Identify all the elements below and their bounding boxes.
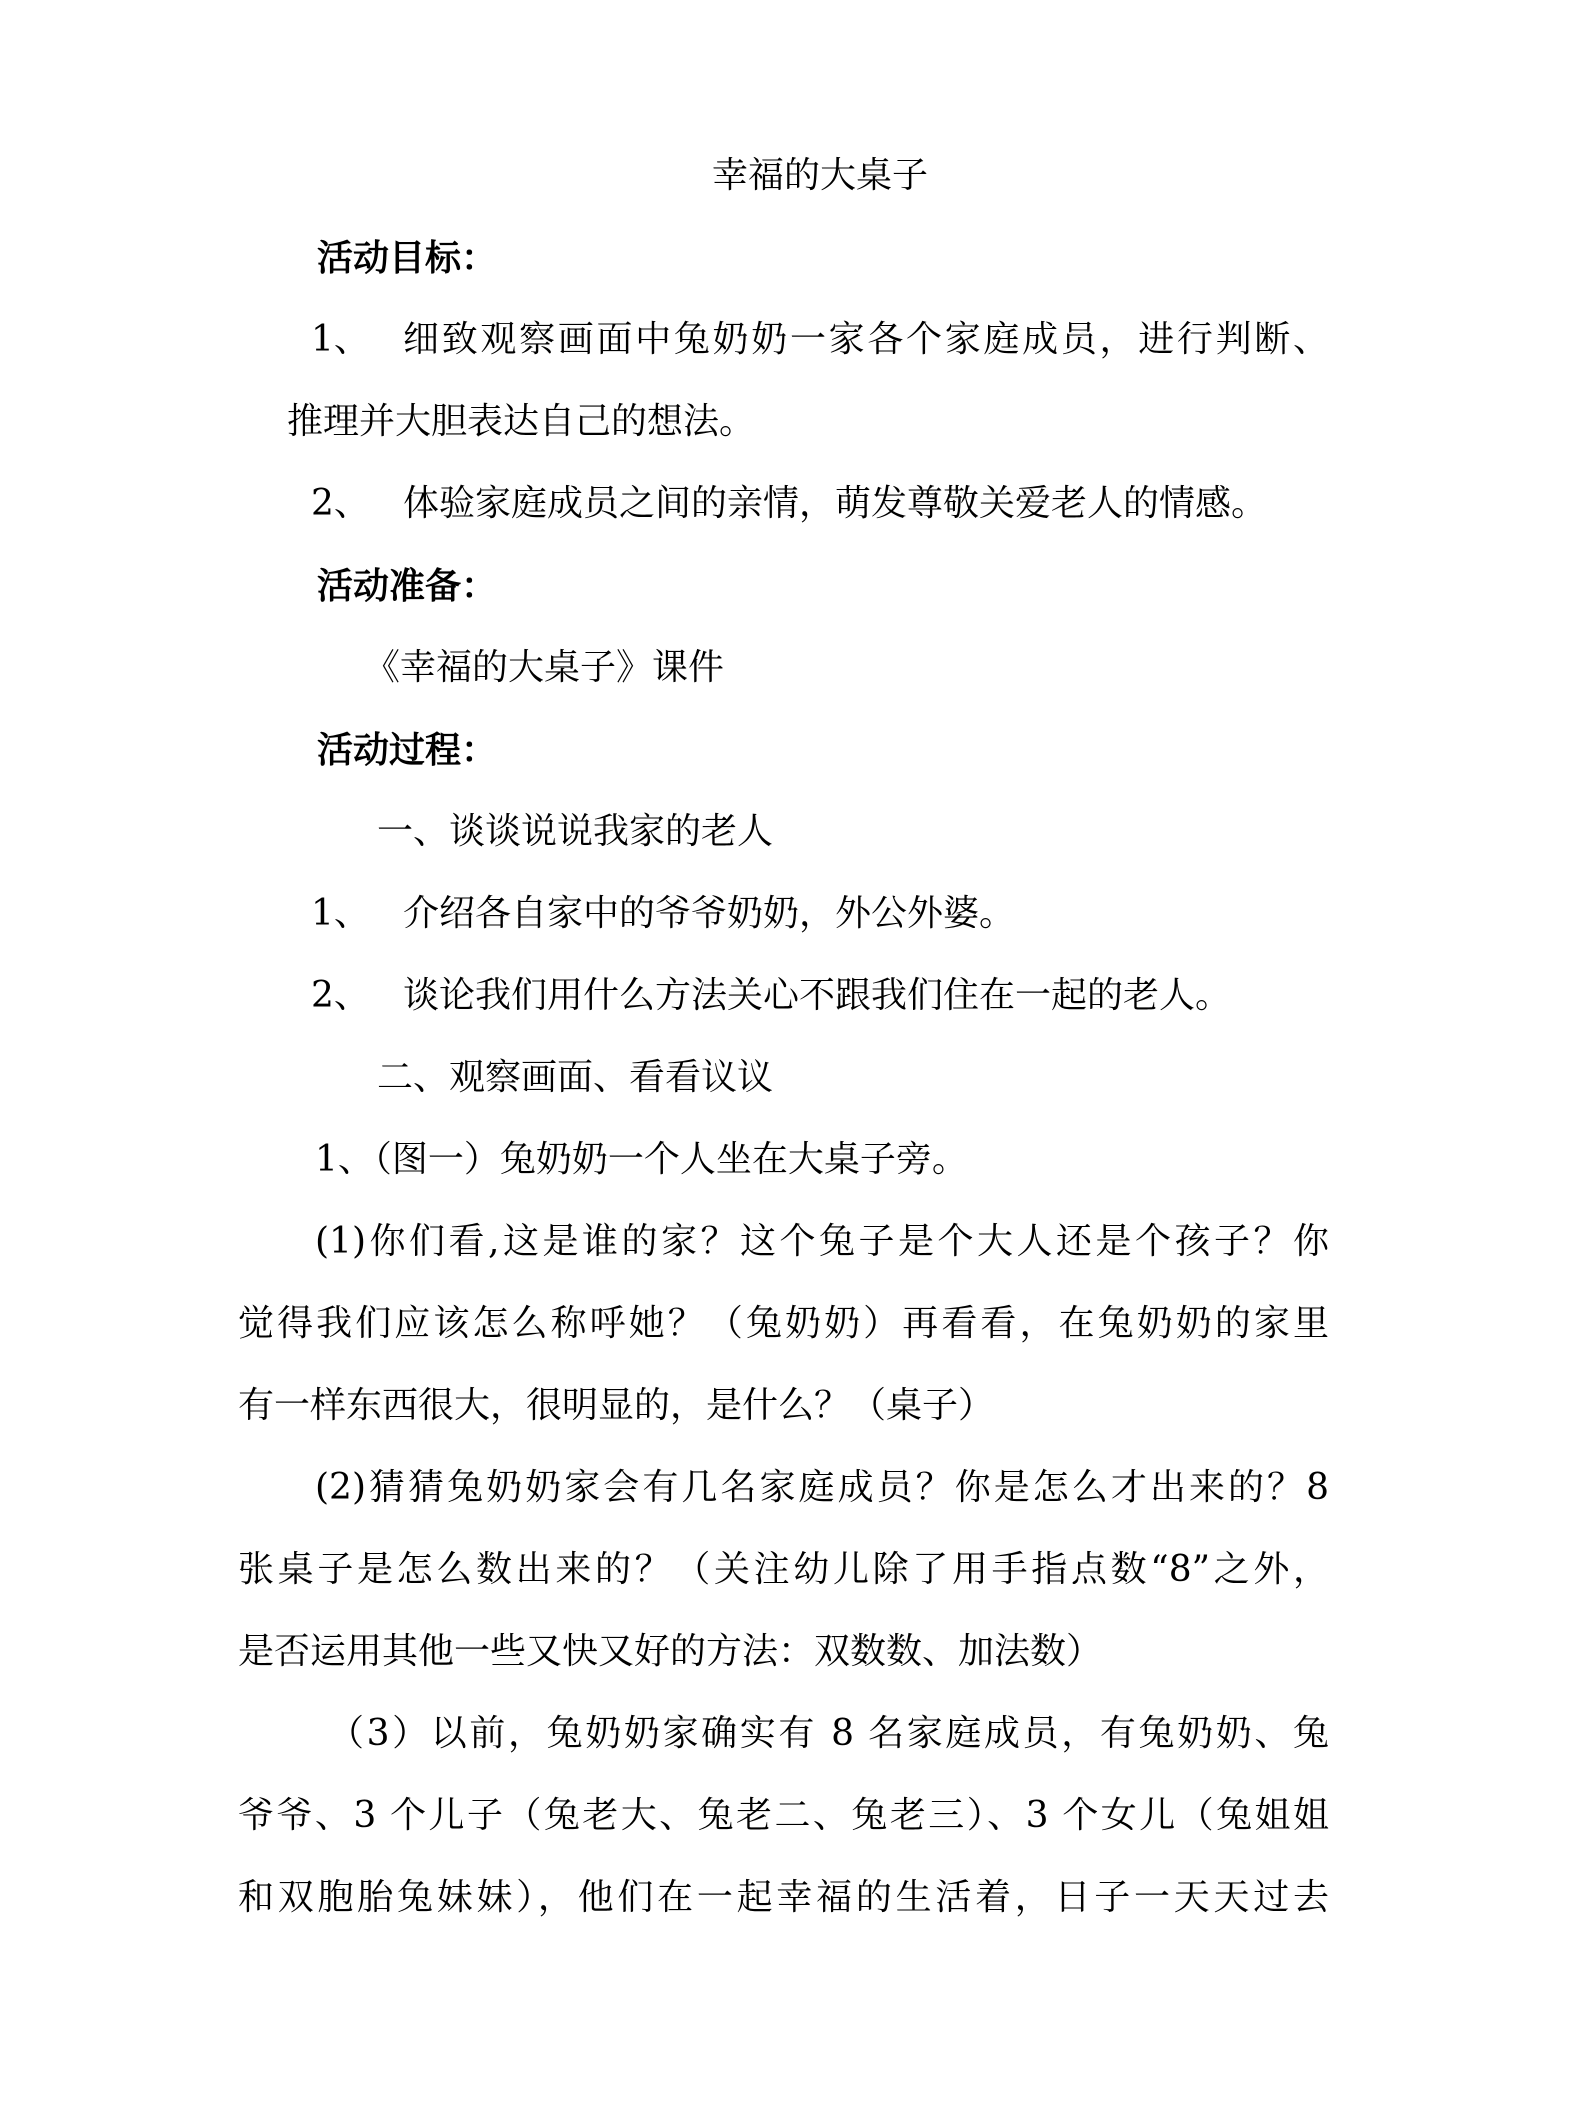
process-heading: 活动过程：: [317, 729, 498, 771]
section-1-item-2-number: 2、: [311, 975, 370, 1016]
section-1-item-1-text: 介绍各自家中的爷爷奶奶，外公外婆。: [403, 893, 1016, 934]
goals-heading: 活动目标：: [317, 237, 498, 279]
paragraph-1-line-3: 有一样东西很大，很明显的，是什么？（桌子）: [238, 1385, 995, 1426]
goal-1-number: 1、: [311, 319, 370, 360]
goal-1-text: 细致观察画面中兔奶奶一家各个家庭成员，进行判断、: [403, 319, 1329, 360]
section-1-title: 一、谈谈说说我家的老人: [377, 811, 774, 852]
document-title: 幸福的大桌子: [712, 155, 929, 196]
paragraph-2-line-1: (2)猜猜兔奶奶家会有几名家庭成员？你是怎么才出来的？8: [315, 1467, 1329, 1508]
paragraph-2-line-3: 是否运用其他一些又快又好的方法：双数数、加法数）: [238, 1631, 1103, 1672]
paragraph-3-line-1: （3）以前，兔奶奶家确实有 8 名家庭成员，有兔奶奶、兔: [328, 1713, 1329, 1754]
goal-2-text: 体验家庭成员之间的亲情，萌发尊敬关爱老人的情感。: [403, 483, 1268, 524]
goal-2-number: 2、: [311, 483, 370, 524]
prep-heading: 活动准备：: [317, 565, 498, 607]
paragraph-3-line-3: 和双胞胎兔妹妹），他们在一起幸福的生活着，日子一天天过去: [238, 1877, 1329, 1918]
paragraph-1-line-2: 觉得我们应该怎么称呼她？（兔奶奶）再看看，在兔奶奶的家里: [238, 1303, 1329, 1344]
section-2-title: 二、观察画面、看看议议: [377, 1057, 774, 1098]
section-1-item-2-text: 谈论我们用什么方法关心不跟我们住在一起的老人。: [403, 975, 1232, 1016]
paragraph-2-line-2: 张桌子是怎么数出来的？（关注幼儿除了用手指点数“8”之外，: [238, 1549, 1329, 1590]
prep-text: 《幸福的大桌子》课件: [364, 647, 725, 688]
goal-1-text-cont: 推理并大胆表达自己的想法。: [287, 401, 756, 442]
paragraph-1-line-1: (1)你们看,这是谁的家？这个兔子是个大人还是个孩子？你: [315, 1221, 1329, 1262]
paragraph-3-line-2: 爷爷、3 个儿子（兔老大、兔老二、兔老三）、3 个女儿（兔姐姐: [238, 1795, 1329, 1836]
section-1-item-1-number: 1、: [311, 893, 370, 934]
section-2-step-1: 1、（图一）兔奶奶一个人坐在大桌子旁。: [315, 1139, 968, 1180]
